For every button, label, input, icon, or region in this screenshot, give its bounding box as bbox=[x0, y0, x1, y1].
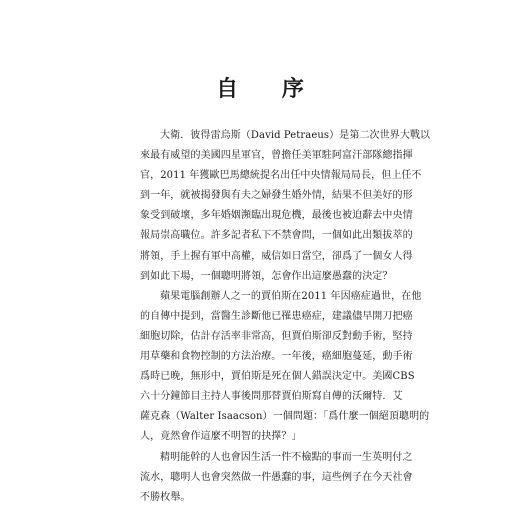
text-line: 官，2011 年獲歐巴馬總統提名出任中央情報局局長，但上任不 bbox=[140, 170, 422, 182]
text-line: 不勝枚舉。 bbox=[140, 491, 191, 503]
text-line: 流水，聰明人也會突然做一件愚蠢的事，這些例子在今天社會 bbox=[140, 471, 413, 483]
text-line: 象受到破壞，多年婚姻瀕臨出現危機，最後也被迫辭去中央情 bbox=[140, 210, 413, 222]
text-line: 人，竟然會作這麼不明智的抉擇？」 bbox=[140, 431, 302, 443]
page-title: 自 序 bbox=[216, 76, 322, 102]
paragraph-2 bbox=[140, 287, 430, 448]
text-line: 六十分鐘節目主持人事後問那替賈伯斯寫自傳的沃爾特．艾 bbox=[140, 391, 403, 403]
text-line: 精明能幹的人也會因生活一件不檢點的事而一生英明付之 bbox=[160, 451, 413, 463]
text-line: 蘋果電腦創辦人之一的賈伯斯在2011 年因癌症過世，在他 bbox=[160, 290, 422, 302]
text-line: 用草藥和食物控制的方法治療。一年後，癌細胞蔓延，動手術 bbox=[140, 351, 413, 363]
text-line: 薩克森（Walter Isaacson）一個問題：「爲什麼一個絕頂聰明的 bbox=[140, 411, 430, 423]
text-line: 報局崇高職位。許多記者私下不禁會問，一個如此出類拔萃的 bbox=[140, 230, 413, 242]
preface-body bbox=[140, 126, 431, 508]
text-line: 大衛．彼得雷烏斯（David Petraeus）是第二次世界大戰以 bbox=[160, 130, 431, 141]
text-line: 的自傳中提到，當醫生診斷他已罹患癌症，建議儘早開刀把癌 bbox=[140, 310, 413, 322]
paragraph-3 bbox=[140, 448, 413, 508]
text-line: 到如此下場，一個聰明將領，怎會作出這麼愚蠢的決定？ bbox=[140, 270, 393, 282]
text-line: 來最有威望的美國四星軍官，曾擔任美軍駐阿富汗部隊總指揮 bbox=[140, 150, 413, 162]
text-line: 爲時已晚，無形中，賈伯斯是死在個人錯誤決定中。美國CBS bbox=[140, 371, 415, 383]
text-line: 將領，手上握有軍中高權，威信如日當空，卻爲了一個女人得 bbox=[140, 250, 413, 262]
text-line: 細胞切除，估計存活率非常高，但賈伯斯卻反對動手術，堅持 bbox=[140, 330, 413, 342]
text-line: 到一年，就被揭發與有夫之婦發生婚外情，結果不但美好的形 bbox=[140, 190, 413, 202]
paragraph-1 bbox=[140, 126, 431, 287]
